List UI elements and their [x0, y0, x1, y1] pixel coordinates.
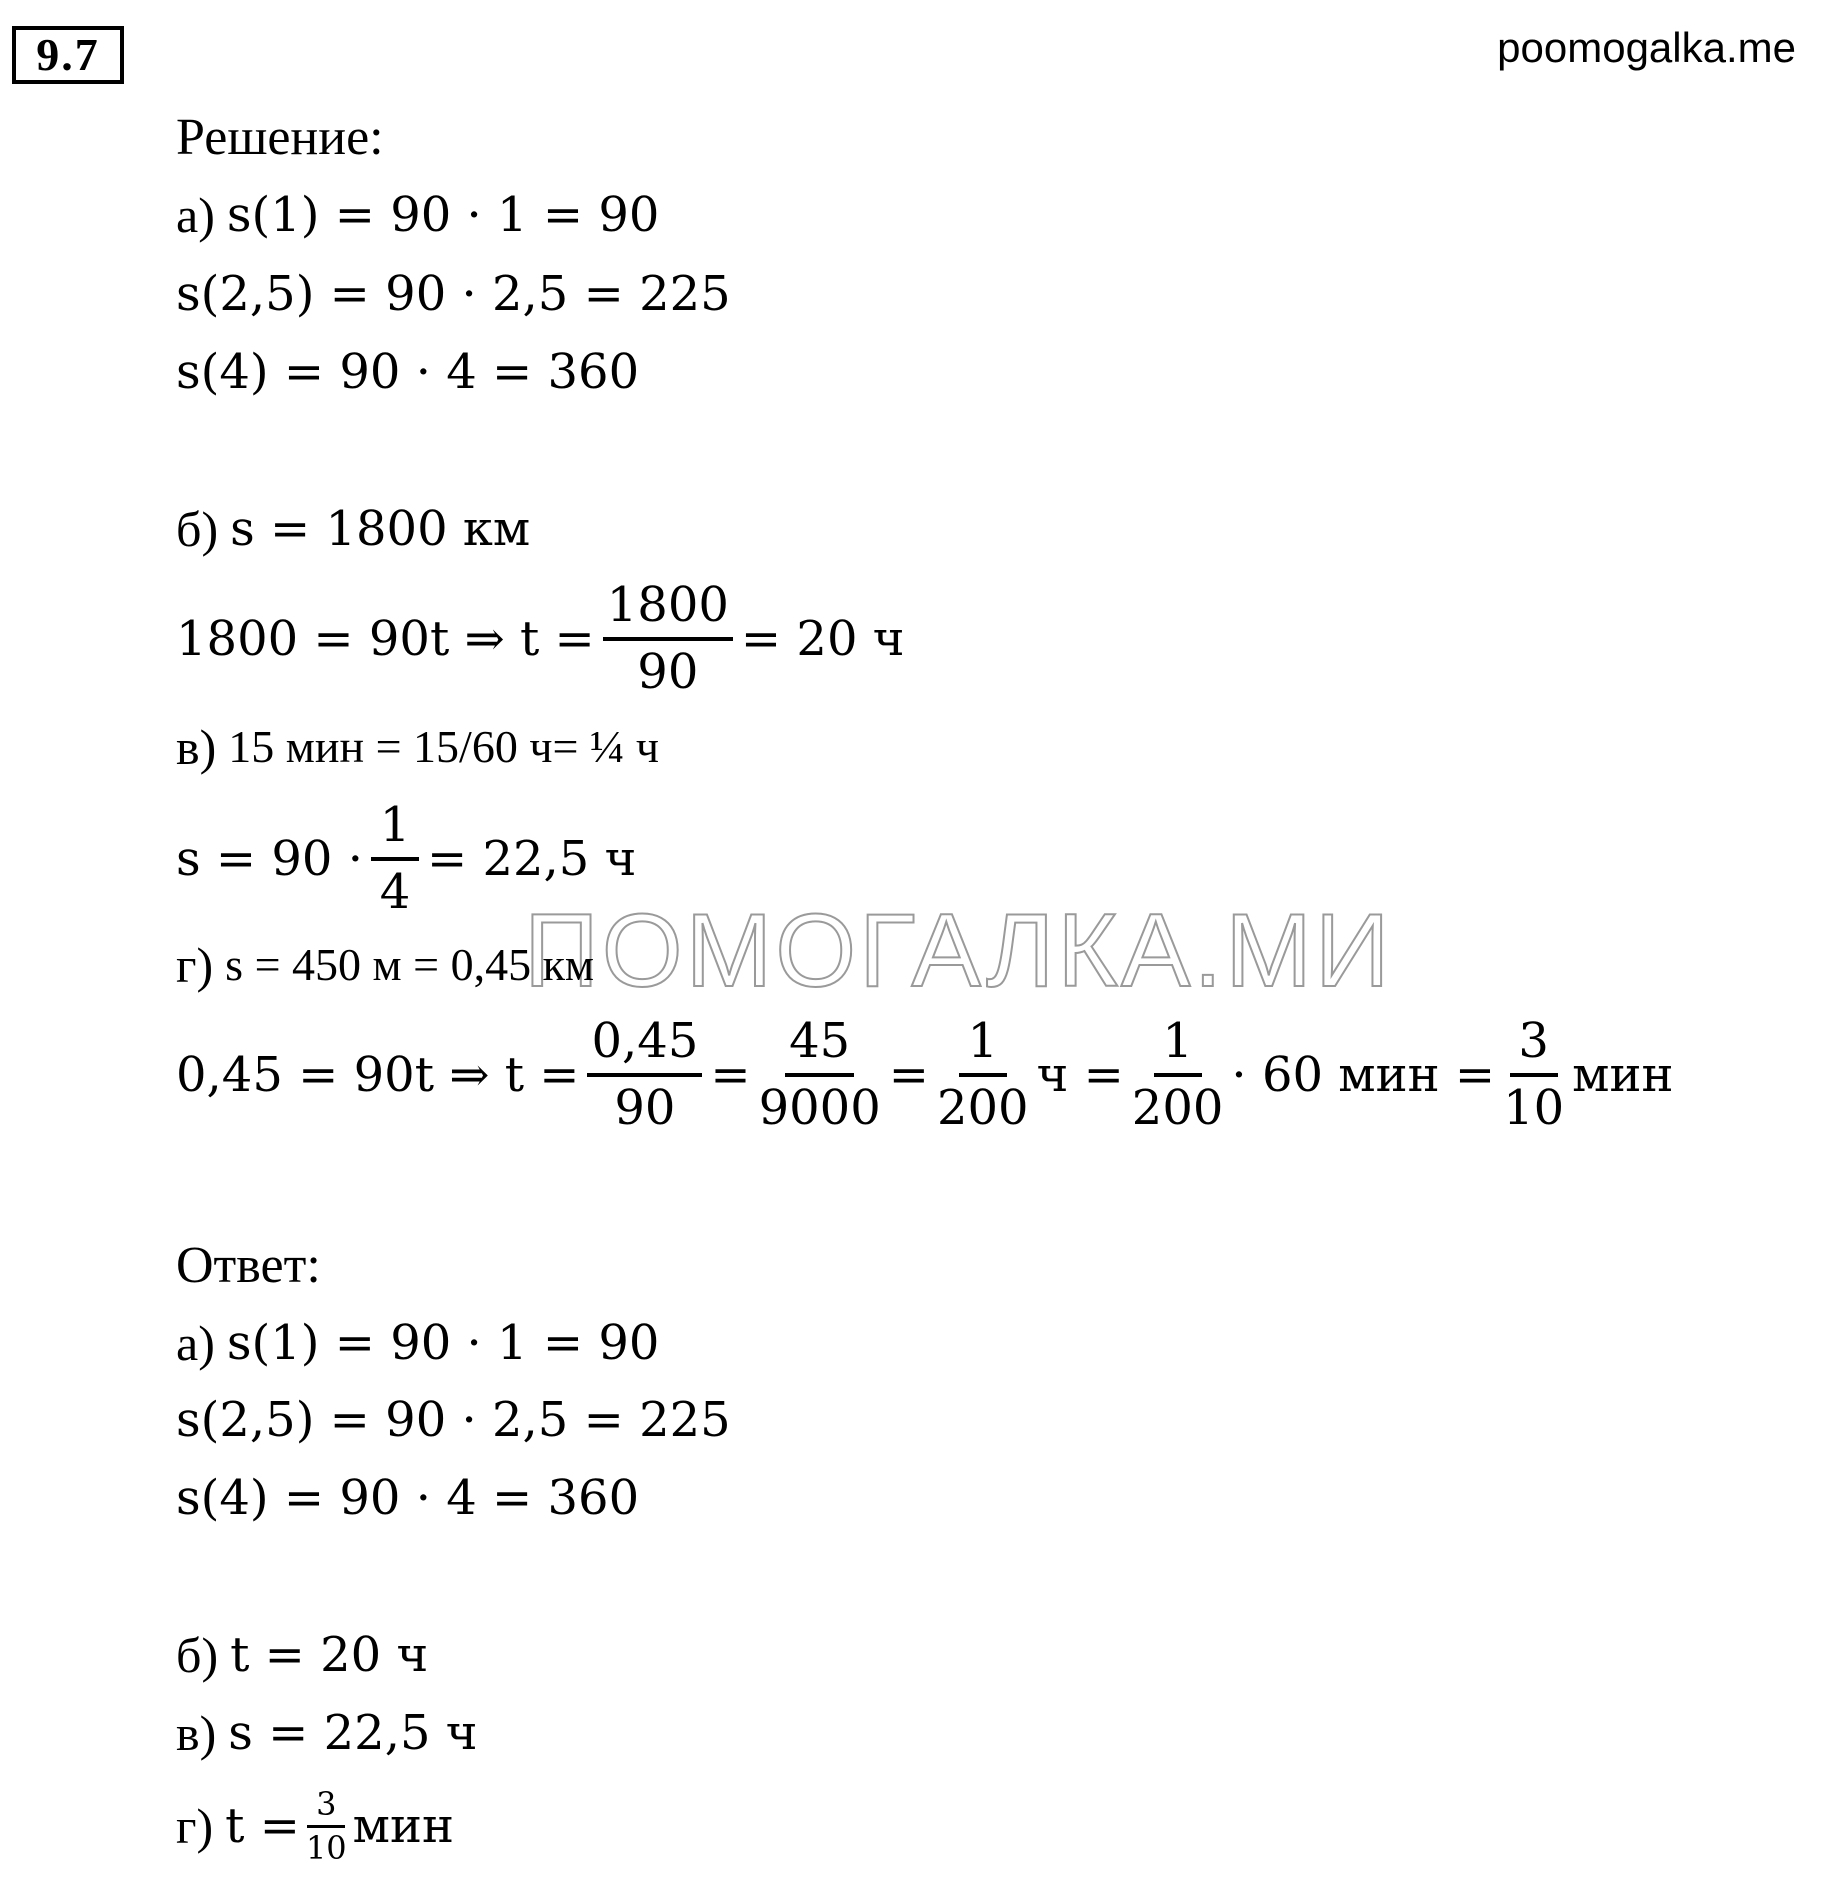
equals-sign: = [888, 1047, 929, 1104]
answer-g-fraction [306, 1786, 347, 1867]
solution-a-label: а) [176, 187, 215, 243]
solution-b-equation [176, 578, 904, 700]
hours-equals: ч = [1036, 1047, 1124, 1104]
solution-a-eq3: s(4) = 90 · 4 = 360 [176, 344, 640, 400]
solution-v-conversion [176, 719, 660, 775]
answer-heading-text: Ответ: [176, 1237, 321, 1294]
fraction-denominator: 4 [379, 864, 411, 921]
answer-b-text: t = 20 ч [230, 1627, 429, 1683]
solution-v-conversion-text: 15 мин = 15/60 ч= ¼ ч [228, 721, 660, 772]
site-name: poomogalka.me [1497, 24, 1796, 71]
solution-g-equation [176, 1014, 1673, 1136]
solution-v-label: в) [176, 719, 217, 775]
times-sixty-minutes: · 60 мин = [1231, 1047, 1496, 1104]
answer-a-line1 [176, 1315, 660, 1371]
solution-a-eq1: s(1) = 90 · 1 = 90 [226, 187, 660, 243]
fraction-denominator: 10 [1503, 1080, 1565, 1137]
solution-g-fraction-1 [587, 1014, 702, 1136]
solution-g-fraction-2 [759, 1014, 881, 1136]
solution-heading [176, 109, 384, 166]
minutes-unit: мин [1572, 1047, 1674, 1104]
solution-b-eq-right: = 20 ч [740, 611, 905, 668]
solution-b-label: б) [176, 501, 219, 557]
solution-g-fraction-3 [937, 1014, 1029, 1136]
solution-b-given-text: s = 1800 км [230, 501, 531, 557]
solution-v-eq-left: s = 90 · [176, 831, 363, 888]
problem-number: 9.7 [12, 26, 124, 84]
answer-a-line2 [176, 1392, 731, 1448]
answer-b-line [176, 1627, 429, 1683]
fraction-numerator: 1 [371, 798, 419, 861]
fraction-numerator: 45 [785, 1014, 854, 1077]
fraction-numerator: 3 [1510, 1014, 1558, 1077]
solution-g-conversion [176, 937, 595, 993]
solution-v-equation [176, 798, 636, 920]
solution-g-conversion-text: s = 450 м = 0,45 км [225, 939, 595, 990]
answer-a-eq3: s(4) = 90 · 4 = 360 [176, 1470, 640, 1526]
answer-a-eq2: s(2,5) = 90 · 2,5 = 225 [176, 1392, 731, 1448]
equals-sign: = [710, 1047, 751, 1104]
solution-v-eq-right: = 22,5 ч [426, 831, 637, 888]
fraction-denominator: 9000 [758, 1080, 881, 1137]
answer-g-line [176, 1786, 454, 1867]
solution-b-fraction [603, 578, 733, 700]
fraction-numerator: 1 [1154, 1014, 1202, 1077]
fraction-numerator: 3 [307, 1786, 345, 1828]
solution-heading-text: Решение: [176, 109, 384, 166]
answer-a-line3 [176, 1470, 640, 1526]
fraction-numerator: 1 [959, 1014, 1007, 1077]
solution-b-given [176, 501, 531, 557]
solution-g-fraction-4 [1132, 1014, 1224, 1136]
fraction-numerator: 0,45 [587, 1014, 702, 1077]
answer-g-label: г) [176, 1798, 214, 1855]
solution-a-eq2: s(2,5) = 90 · 2,5 = 225 [176, 266, 731, 322]
answer-g-eq-left: t = [225, 1798, 300, 1855]
answer-v-line [176, 1705, 478, 1761]
fraction-denominator: 200 [936, 1080, 1029, 1137]
fraction-denominator: 10 [305, 1828, 347, 1867]
fraction-denominator: 200 [1131, 1080, 1224, 1137]
solution-v-fraction [371, 798, 419, 920]
answer-v-label: в) [176, 1705, 217, 1761]
solution-g-label: г) [176, 937, 214, 993]
solution-g-eq-left: 0,45 = 90t ⇒ t = [176, 1047, 580, 1104]
solution-a-line2 [176, 266, 731, 322]
fraction-numerator: 1800 [603, 578, 733, 641]
solution-g-fraction-5 [1503, 1014, 1564, 1136]
answer-b-label: б) [176, 1627, 219, 1683]
solution-b-eq-left: 1800 = 90t ⇒ t = [176, 611, 595, 668]
solution-a-line3 [176, 344, 640, 400]
answer-a-eq1: s(1) = 90 · 1 = 90 [226, 1315, 660, 1371]
answer-v-text: s = 22,5 ч [228, 1705, 478, 1761]
answer-g-eq-right: мин [352, 1798, 454, 1855]
answer-heading [176, 1237, 321, 1294]
answer-a-label: а) [176, 1315, 215, 1371]
fraction-denominator: 90 [614, 1080, 676, 1137]
solution-a-line1 [176, 187, 660, 243]
fraction-denominator: 90 [637, 644, 699, 701]
watermark-text: ПОМОГАЛКА.МИ [524, 893, 1393, 1009]
